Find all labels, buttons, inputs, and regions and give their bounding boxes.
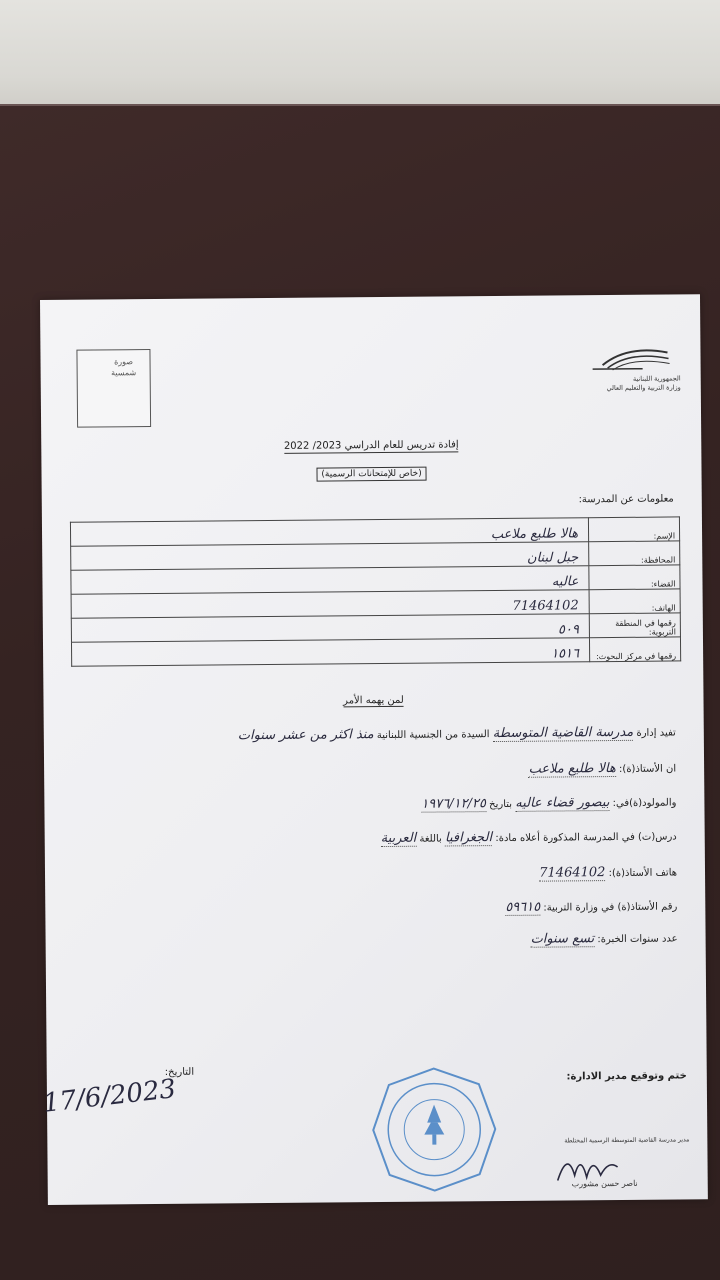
row-label: المحافظة: <box>589 541 680 566</box>
row-value: عاليه <box>71 566 589 595</box>
photo-box <box>76 349 151 428</box>
row-value: هالا طليع ملاعب <box>70 518 588 547</box>
school-info-heading: معلومات عن المدرسة: <box>578 493 674 506</box>
certificate-document <box>40 294 708 1205</box>
statement-line-6 <box>505 898 677 916</box>
row-label: القضاء: <box>589 565 680 590</box>
line4-mid: باللغة <box>419 833 442 845</box>
line6-ministry-number: ٥٩٦١٥ <box>505 899 541 915</box>
background-wall <box>0 0 720 110</box>
date-value: 17/6/2023 <box>41 1073 178 1119</box>
ministry-name <box>577 374 681 392</box>
line1-school: مدرسة القاضية المتوسطة <box>492 724 634 742</box>
document-title-text: إفادة تدريس للعام الدراسي 2023/ 2022 <box>283 439 459 452</box>
document-subtitle <box>42 466 702 482</box>
line7-prefix: عدد سنوات الخبرة: <box>597 933 678 946</box>
row-label: الإسم: <box>588 517 679 542</box>
line5-phone: 71464102 <box>539 865 606 881</box>
photo-label: صورة شمسية <box>111 357 137 378</box>
document-subtitle-text: (خاص للإمتحانات الرسمية) <box>316 467 426 482</box>
line4-subject: الجغرافيا <box>444 830 493 846</box>
statement-line-7 <box>530 930 677 947</box>
ministry-line2: وزارة التربية والتعليم العالي <box>606 382 681 392</box>
statement-line-5 <box>539 864 677 881</box>
row-value: ١٥١٦ <box>71 638 589 667</box>
statement-line-1 <box>238 724 676 744</box>
line3-prefix: والمولود(ة)في: <box>612 797 677 810</box>
school-seal-stamp <box>369 1064 500 1195</box>
to-whom-text: لمن يهمه الأمر <box>343 694 404 707</box>
row-value: جبل لبنان <box>71 542 589 571</box>
line1-years: منذ اكثر من عشر سنوات <box>237 727 374 744</box>
statement-line-4 <box>381 828 677 847</box>
document-title <box>41 437 701 454</box>
line4-prefix: درس(ت) في المدرسة المذكورة أعلاه مادة: <box>495 831 677 845</box>
line2-teacher-name: هالا طليع ملاعب <box>528 760 616 777</box>
line1-mid: السيدة من الجنسية اللبنانية <box>376 729 490 742</box>
row-value: ٥٠٩ <box>71 614 589 643</box>
row-label: الهاتف: <box>589 589 680 614</box>
line1-prefix: تفيد إدارة <box>636 727 676 739</box>
to-whom-heading <box>43 692 703 709</box>
row-label: رقمها في المنطقة التربوية: <box>589 613 680 638</box>
seal-signature-label: ختم وتوقيع مدير الادارة: <box>566 1070 687 1083</box>
line4-language: العربية <box>380 830 417 847</box>
line7-experience: تسع سنوات <box>530 931 595 947</box>
statement-line-2 <box>529 760 677 777</box>
director-name: ناصر حسن مشورب <box>571 1178 638 1189</box>
line3-birthdate: ١٩٧٦/١٢/٢٥ <box>421 796 486 812</box>
date-label: التاريخ: <box>164 1066 195 1078</box>
director-title: مدير مدرسة القاضية المتوسطة الرسمية المختلطة <box>564 1136 690 1145</box>
statement-line-3 <box>421 794 676 812</box>
line2-prefix: ان الأستاذ(ة): <box>618 763 677 775</box>
line3-mid: بتاريخ <box>489 798 513 811</box>
table-row <box>71 637 680 666</box>
school-info-table <box>70 516 681 666</box>
row-label: رقمها في مركز البحوث: <box>589 637 680 662</box>
line6-prefix: رقم الأستاذ(ة) في وزارة التربية: <box>543 901 678 914</box>
line5-prefix: هاتف الأستاذ(ة): <box>608 867 678 880</box>
ministry-line1: الجمهورية اللبنانية <box>632 374 681 383</box>
row-value: 71464102 <box>71 590 589 619</box>
line3-birthplace: بيصور قضاء عاليه <box>515 795 610 811</box>
